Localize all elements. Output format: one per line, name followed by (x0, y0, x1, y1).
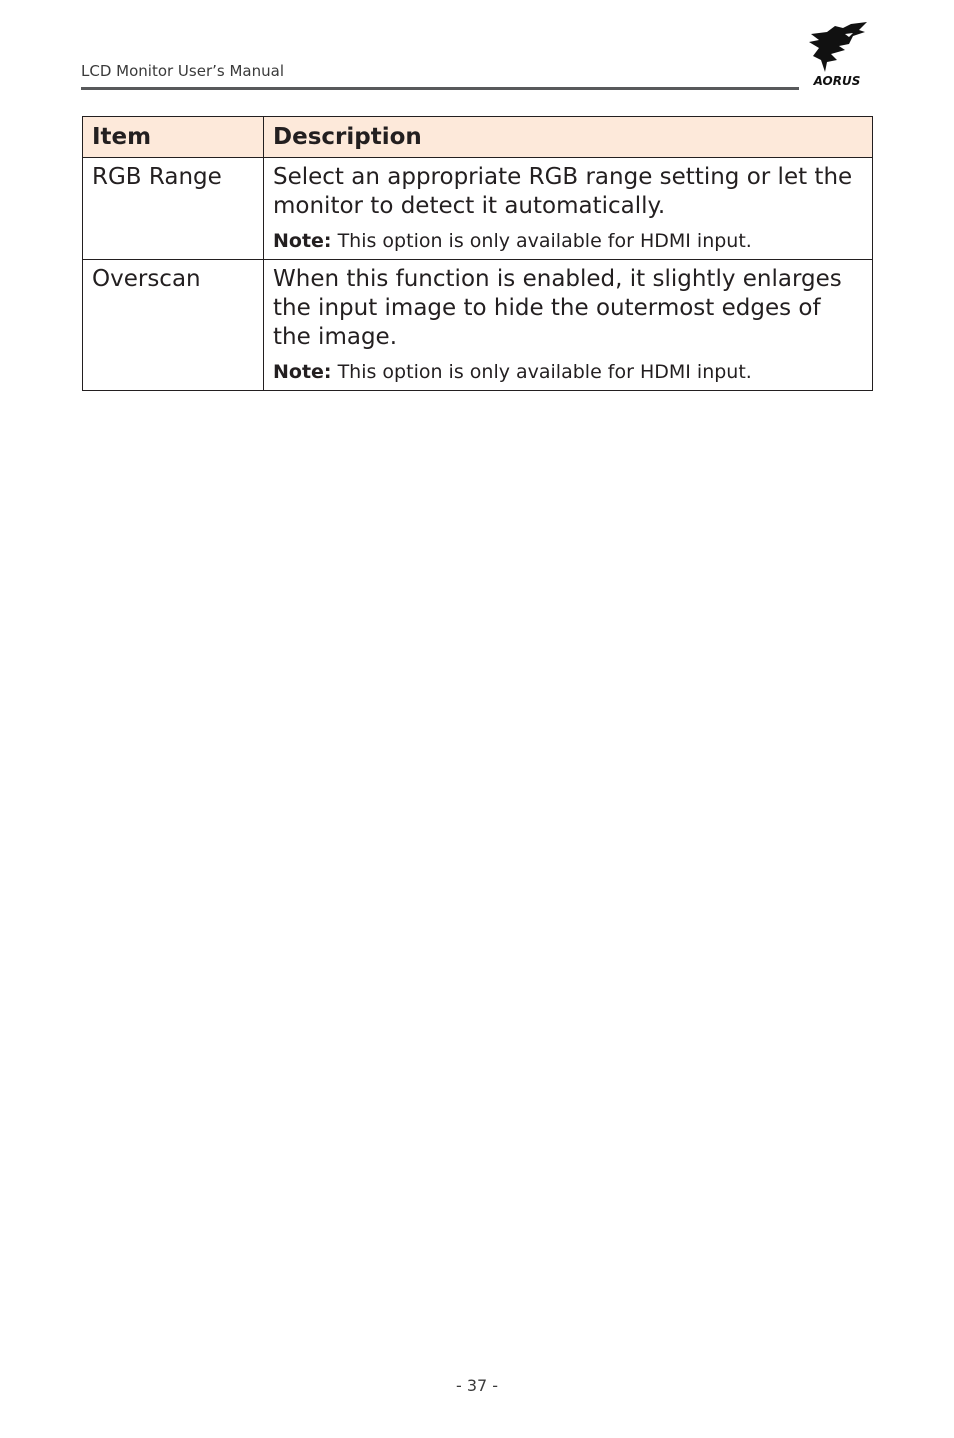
table-row (83, 260, 873, 391)
note-text: This option is only available for HDMI input. (331, 230, 752, 252)
page-number: - 37 - (455, 1376, 499, 1395)
aorus-logo (805, 20, 869, 92)
aorus-wordmark: AORUS (813, 74, 861, 88)
item-cell: Overscan (83, 260, 264, 391)
aorus-eagle-icon (805, 20, 869, 76)
note-label: Note: (273, 361, 332, 383)
note (273, 360, 863, 384)
description-text: When this function is enabled, it slightly enlarges the input image to hide the outermost edges of the image. (273, 266, 842, 350)
column-header-item: Item (83, 117, 264, 158)
item-cell: RGB Range (83, 158, 264, 260)
header-rule (81, 87, 799, 90)
description-cell (264, 158, 873, 260)
note (273, 229, 863, 253)
settings-table (82, 116, 873, 391)
description-cell (264, 260, 873, 391)
description-text: Select an appropriate RGB range setting or let the monitor to detect it automatically. (273, 164, 853, 219)
manual-title: LCD Monitor User’s Manual (81, 62, 284, 80)
note-label: Note: (273, 230, 332, 252)
table-header-row (83, 117, 873, 158)
note-text: This option is only available for HDMI input. (331, 361, 752, 383)
column-header-description: Description (264, 117, 873, 158)
table-row (83, 158, 873, 260)
